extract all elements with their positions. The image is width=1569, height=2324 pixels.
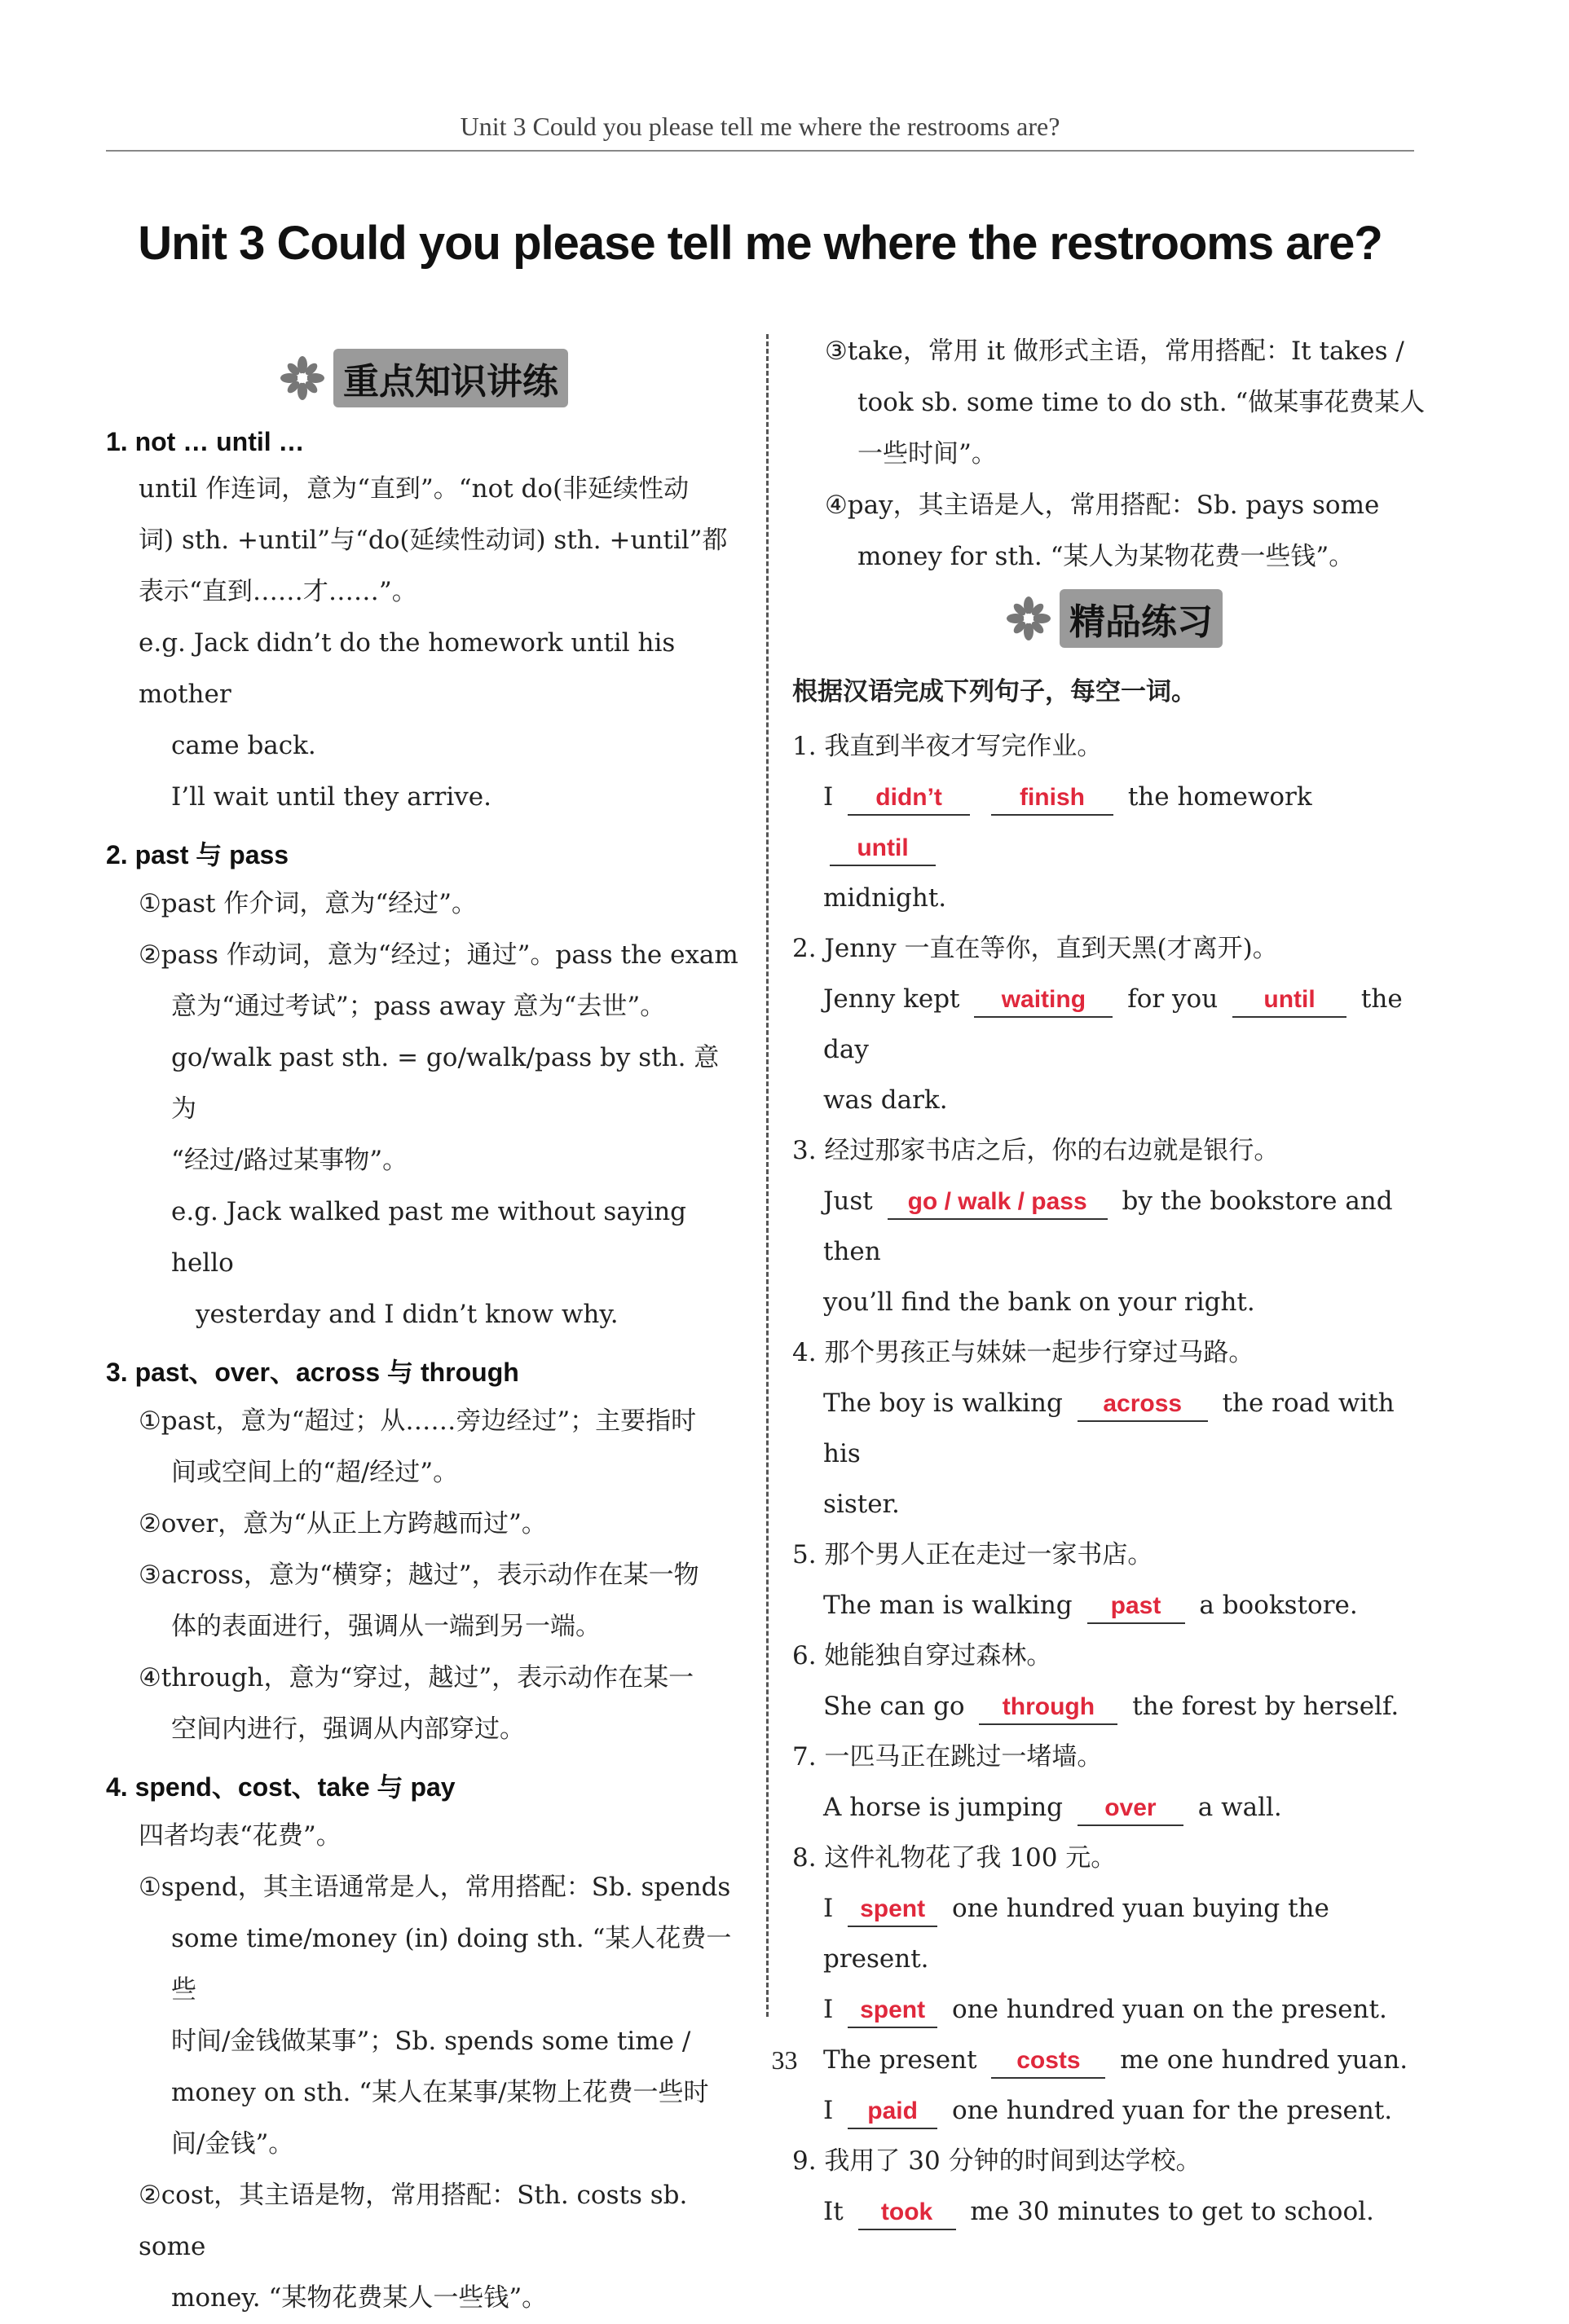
question-prompt: 4. 那个男孩正与妹妹一起步行穿过马路。	[792, 1338, 1254, 1367]
question-sentence	[792, 1782, 1436, 1833]
item3-line: ④through，意为“穿过，越过”，表示动作在某一	[139, 1663, 694, 1692]
sentence-text: She can go	[823, 1692, 965, 1721]
question-sentence: you’ll find the bank on your right.	[823, 1287, 1255, 1317]
answer-blank: until	[830, 832, 936, 866]
item3-line: 空间内进行，强调从内部穿过。	[171, 1714, 525, 1744]
exercise-section-title: 精品练习	[1060, 589, 1223, 648]
sentence-text: the homework	[1127, 782, 1312, 812]
answer-blank: across	[1078, 1388, 1208, 1422]
sentence-text: a wall.	[1197, 1793, 1282, 1822]
answer-blank: took	[858, 2196, 956, 2230]
sentence-text: one hundred yuan buying the present.	[823, 1894, 1329, 1974]
right-column	[792, 326, 1436, 2237]
item3-line: 体的表面进行，强调从一端到另一端。	[171, 1612, 601, 1641]
header-rule	[106, 150, 1414, 152]
answer-blank: past	[1087, 1590, 1185, 1624]
item2-heading: 2. past 与 pass	[106, 840, 289, 869]
item4-line: money on sth. “某人在某事/某物上花费一些时	[171, 2078, 709, 2107]
question-sentence	[792, 2186, 1436, 2237]
sentence-text: me one hundred yuan.	[1120, 2045, 1408, 2075]
question-sentence	[792, 1984, 1436, 2035]
question-prompt: 6. 她能独自穿过森林。	[792, 1641, 1052, 1670]
answer-blank: paid	[848, 2095, 937, 2129]
running-header: Unit 3 Could you please tell me where the restrooms are?	[460, 112, 1060, 141]
item4-line: some time/money (in) doing sth. “某人花费一些	[171, 1924, 732, 2005]
item4-line: 一些时间”。	[857, 439, 997, 469]
sentence-text: I	[823, 1894, 834, 1923]
item1-line: 表示“直到……才……”。	[139, 577, 417, 606]
item1-example: I’ll wait until they arrive.	[171, 782, 491, 812]
left-column	[106, 342, 742, 2324]
sentence-text: by the bookstore and then	[823, 1186, 1393, 1266]
sentence-text: me 30 minutes to get to school.	[970, 2197, 1374, 2226]
item2-line: ①past 作介词，意为“经过”。	[139, 889, 478, 918]
sentence-text: a bookstore.	[1199, 1591, 1358, 1620]
page-number: 33	[771, 2045, 798, 2075]
knowledge-section-title: 重点知识讲练	[333, 349, 568, 407]
item4-line: ③take，常用 it 做形式主语，常用搭配：It takes /	[825, 337, 1404, 366]
item4-line: 间/金钱”。	[171, 2129, 294, 2159]
question-sentence	[792, 1883, 1436, 1984]
item4-line: 时间/金钱做某事”；Sb. spends some time /	[171, 2027, 691, 2056]
sentence-text: for you	[1127, 984, 1219, 1014]
exercise-section-banner	[792, 589, 1436, 648]
answer-blank: didn’t	[848, 781, 970, 816]
answer-blank: until	[1232, 984, 1346, 1018]
sentence-text: The boy is walking	[823, 1389, 1063, 1418]
question-prompt: 5. 那个男人正在走过一家书店。	[792, 1540, 1153, 1569]
question-sentence	[792, 772, 1436, 873]
item3-line: ②over，意为“从正上方跨越而过”。	[139, 1509, 547, 1538]
item1-line: 词) sth. +until”与“do(延续性动词) sth. +until”都	[139, 526, 728, 555]
sentence-text: the road with his	[823, 1389, 1395, 1468]
sentence-text: Just	[823, 1186, 873, 1216]
sentence-text: The man is walking	[823, 1591, 1073, 1620]
answer-blank: spent	[848, 1893, 937, 1927]
question-sentence: sister.	[823, 1490, 900, 1519]
sentence-text: A horse is jumping	[823, 1793, 1064, 1822]
question-sentence	[792, 1176, 1436, 1277]
item3-line: 间或空间上的“超/经过”。	[171, 1458, 459, 1487]
sentence-text: I	[823, 1995, 834, 2024]
item2-example: yesterday and I didn’t know why.	[196, 1300, 619, 1329]
flower-icon	[1006, 596, 1051, 641]
sentence-text: The present	[823, 2045, 977, 2075]
column-divider	[766, 334, 769, 2017]
question-sentence	[792, 1378, 1436, 1479]
sentence-text: one hundred yuan on the present.	[951, 1995, 1387, 2024]
sentence-text: one hundred yuan for the present.	[951, 2096, 1393, 2125]
question-prompt: 1. 我直到半夜才写完作业。	[792, 732, 1103, 761]
item2-line: go/walk past sth. = go/walk/pass by sth. 意为	[171, 1043, 720, 1124]
question-prompt: 8. 这件礼物花了我 100 元。	[792, 1843, 1117, 1873]
item4-line: ①spend，其主语通常是人，常用搭配：Sb. spends	[139, 1873, 731, 1902]
question-prompt: 9. 我用了 30 分钟的时间到达学校。	[792, 2146, 1201, 2176]
item4-line: money. “某物花费某人一些钱”。	[171, 2283, 548, 2313]
item4-line: ④pay，其主语是人，常用搭配：Sb. pays some	[825, 491, 1380, 520]
answer-blank: costs	[991, 2045, 1105, 2079]
item4-line: took sb. some time to do sth. “做某事花费某人	[857, 388, 1426, 417]
exercise-instruction: 根据汉语完成下列句子，每空一词。	[792, 677, 1197, 706]
knowledge-section-banner	[106, 349, 742, 407]
item4-line: ②cost，其主语是物，常用搭配：Sth. costs sb. some	[139, 2181, 688, 2261]
item1-heading: 1. not … until …	[106, 427, 305, 456]
item1-line: until 作连词，意为“直到”。“not do(非延续性动	[139, 474, 690, 504]
question-sentence	[792, 1580, 1436, 1631]
question-sentence	[792, 974, 1436, 1075]
item3-heading: 3. past、over、across 与 through	[106, 1358, 519, 1387]
item2-line: “经过/路过某事物”。	[171, 1146, 408, 1175]
question-prompt: 3. 经过那家书店之后，你的右边就是银行。	[792, 1136, 1280, 1165]
answer-blank: waiting	[974, 984, 1113, 1018]
question-sentence: midnight.	[823, 883, 947, 913]
question-prompt: 7. 一匹马正在跳过一堵墙。	[792, 1742, 1103, 1772]
item3-line: ③across，意为“横穿；越过”，表示动作在某一物	[139, 1560, 699, 1590]
item4-heading: 4. spend、cost、take 与 pay	[106, 1772, 456, 1802]
question-sentence	[792, 1681, 1436, 1732]
item2-line: 意为“通过考试”；pass away 意为“去世”。	[171, 992, 666, 1021]
page-title: Unit 3 Could you please tell me where the restrooms are?	[138, 217, 1382, 270]
item4-line: 四者均表“花费”。	[139, 1821, 342, 1851]
sentence-text: the day	[823, 984, 1403, 1064]
item1-example: e.g. Jack didn’t do the homework until his mother	[139, 628, 676, 709]
item4-line: money for sth. “某人为某物花费一些钱”。	[857, 542, 1355, 571]
item2-line: ②pass 作动词，意为“经过；通过”。pass the exam	[139, 940, 738, 970]
question-prompt: 2. Jenny 一直在等你，直到天黑(才离开)。	[792, 934, 1278, 963]
sentence-text: the forest by herself.	[1132, 1692, 1399, 1721]
sentence-text: I	[823, 782, 834, 812]
question-sentence: was dark.	[823, 1085, 948, 1115]
answer-blank: spent	[848, 1994, 937, 2028]
sentence-text: It	[823, 2197, 844, 2226]
answer-blank: over	[1078, 1792, 1183, 1826]
flower-icon	[280, 355, 325, 401]
answer-blank: go / walk / pass	[888, 1186, 1108, 1220]
item2-example: e.g. Jack walked past me without saying hello	[171, 1197, 687, 1278]
question-sentence	[792, 2085, 1436, 2136]
item3-line: ①past，意为“超过；从……旁边经过”；主要指时	[139, 1406, 697, 1436]
sentence-text: Jenny kept	[823, 984, 960, 1014]
answer-blank: finish	[991, 781, 1113, 816]
sentence-text: I	[823, 2096, 834, 2125]
answer-blank: through	[979, 1691, 1117, 1725]
item1-example: came back.	[171, 731, 316, 760]
